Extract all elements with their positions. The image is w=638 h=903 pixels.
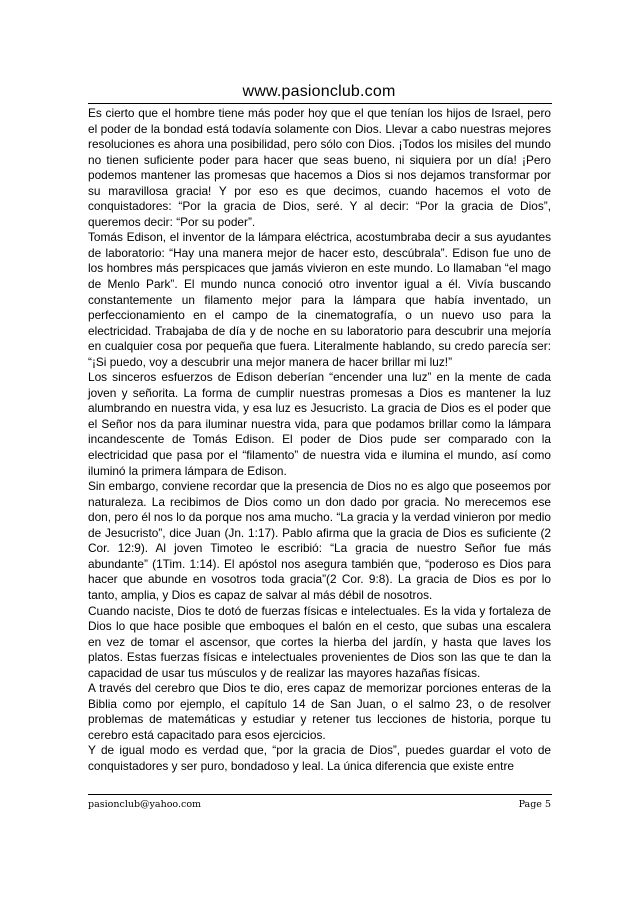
paragraph-4: Sin embargo, conviene recordar que la presencia de Dios no es algo que poseemos por naturaleza. La recibimos de Dios como un don dado por gracia. No merecemos ese don, pero él nos lo da porque nos ama mucho. “La gracia y la verdad vinieron por medio de Jesucristo”, dice Juan (Jn. 1:17). Pablo afirma que la gracia de Dios es suficiente (2 Cor. 12:9). Al joven Timoteo le escribió: “La gracia de nuestro Señor fue más abundante” (1Tim. 1:14). El apóstol nos asegura también que, “poderoso es Dios para hacer que abunde en vosotros toda gracia”(2 Cor. 9:8). La gracia de Dios es por lo tanto, amplia, y Dios es capaz de salvar al más débil de nosotros.	[88, 479, 551, 602]
header-url: www.pasionclub.com	[242, 83, 396, 100]
paragraph-7: Y de igual modo es verdad que, “por la gracia de Dios”, puedes guardar el voto de conquistadores y ser puro, bondadoso y leal. La única diferencia que existe entre	[88, 743, 551, 773]
body-text	[88, 106, 551, 775]
header-divider	[88, 103, 552, 104]
paragraph-5: Cuando naciste, Dios te dotó de fuerzas físicas e intelectuales. Es la vida y fortaleza de Dios lo que hace posible que emboques el balón en el cesto, que subas una escalera en vez de tomar el ascensor, que cortes la hierba del jardín, y hasta que laves los platos. Estas fuerzas físicas e intelectuales provenientes de Dios son las que te dan la capacidad de usar tus músculos y de realizar las mayores hazañas físicas.	[88, 603, 551, 680]
paragraph-3: Los sinceros esfuerzos de Edison deberían “encender una luz” en la mente de cada joven y señorita. La forma de cumplir nuestras promesas a Dios es mantener la luz alumbrando en nuestra vida, y esa luz es Jesucristo. La gracia de Dios es el poder que el Señor nos da para iluminar nuestra vida, para que podamos brillar como la lámpara incandescente de Tomás Edison. El poder de Dios pude ser comparado con la electricidad que pasa por el “filamento” de nuestra vida e ilumina el mundo, así como iluminó la primera lámpara de Edison.	[88, 370, 551, 478]
footer-divider	[88, 794, 552, 795]
paragraph-2: Tomás Edison, el inventor de la lámpara eléctrica, acostumbraba decir a sus ayudantes de laboratorio: “Hay una manera mejor de hacer esto, descúbrala”. Edison fue uno de los hombres más perspicaces que jamás vivieron en este mundo. Lo llamaban “el mago de Menlo Park”. El mundo nunca conoció otro inventor igual a él. Vivía buscando constantemente un filamento mejor para la lámpara que había inventado, un perfeccionamiento en el campo de la cinematografía, o un nuevo uso para la electricidad. Trabajaba de día y de noche en su laboratorio para descubrir una mejoría en cualquier cosa por pequeña que fuera. Literalmente hablando, su credo parecía ser: “¡Si puedo, voy a descubrir una mejor manera de hacer brillar mi luz!”	[88, 230, 551, 369]
footer-email: pasionclub@yahoo.com	[88, 799, 202, 810]
paragraph-6: A través del cerebro que Dios te dio, eres capaz de memorizar porciones enteras de la Biblia como por ejemplo, el capítulo 14 de San Juan, o el salmo 23, o de resolver problemas de matemáticas y estudiar y retener tus lecciones de historia, porque tu cerebro está capacitado para esos ejercicios.	[88, 681, 551, 742]
page-number: Page 5	[518, 799, 551, 810]
paragraph-1: Es cierto que el hombre tiene más poder hoy que el que tenían los hijos de Israel, pero el poder de la bondad está todavía solamente con Dios. Llevar a cabo nuestras mejores resoluciones es ahora una posibilidad, pero sólo con Dios. ¡Todos los misiles del mundo no tienen suficiente poder para hacer que seas bueno, ni siquiera por un día! ¡Pero podemos mantener las promesas que hacemos a Dios si nos dejamos transformar por su maravillosa gracia! Y por eso es que decimos, cuando hacemos el voto de conquistadores: “Por la gracia de Dios, seré. Y al decir: “Por la gracia de Dios”, queremos decir: “Por su poder”.	[88, 106, 551, 229]
